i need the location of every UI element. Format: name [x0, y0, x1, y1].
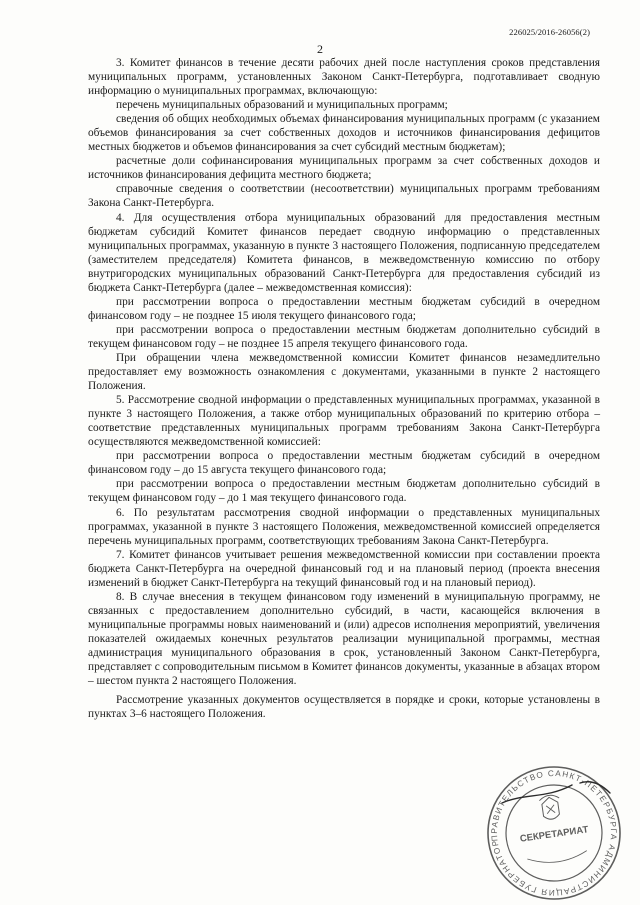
list-item: при рассмотрении вопроса о предоставлении местным бюджетам дополнительно субсидий в текущем финансовом году – до 1 мая текущего финансового года.: [88, 478, 600, 505]
page-number: 2: [317, 42, 323, 56]
paragraph-text: Рассмотрение указанных документов осуществляется в порядке и сроки, которые установлены в пунктах 3–6 настоящего Положения.: [88, 694, 600, 721]
list-item: при рассмотрении вопроса о предоставлении местным бюджетам субсидий в очередном финансовом году – до 15 августа текущего финансового года;: [88, 450, 600, 477]
paragraph-6: 6. По результатам рассмотрения сводной информации о представленных муниципальных программах, указанной в пункте 3 настоящего Положения, межведомственной комиссией определяется перечень муниципальных программ, соответствующих требованиям Закона Санкт-Петербурга.: [88, 506, 600, 547]
list-item: при рассмотрении вопроса о предоставлении местным бюджетам дополнительно субсидий в текущем финансовом году – не позднее 15 апреля текущего финансового года.: [88, 323, 600, 350]
stamp-ring-text: ПРАВИТЕЛЬСТВО САНКТ-ПЕТЕРБУРГА АДМИНИСТРАЦИЯ ГУБЕРНАТОРА: [489, 768, 619, 898]
list-item: при рассмотрении вопроса о предоставлении местным бюджетам субсидий в очередном финансовом году – не позднее 15 июля текущего финансового года;: [88, 295, 600, 322]
official-seal-stamp: [484, 763, 624, 903]
paragraph-4: 4. Для осуществления отбора муниципальных образований для предоставления местным бюджетам субсидий Комитет финансов передает сводную информацию о представленных муниципальных программах, указанную в пункте 3 настоящего Положения, подписанную председателем (заместителем председателя) Комитета финансов, в межведомственную комиссию по отбору внутригородских муниципальных образований Санкт-Петербурга для предоставления субсидий из бюджета Санкт-Петербурга (далее – межведомственная комиссия):: [88, 211, 600, 294]
coat-of-arms-icon: [539, 794, 562, 821]
list-item: справочные сведения о соответствии (несоответствии) муниципальных программ требованиям Закона Санкт-Петербурга.: [88, 183, 600, 210]
document-body: [88, 56, 600, 721]
list-item: сведения об общих необходимых объемах финансирования муниципальных программ (с указанием объемов финансирования за счет собственных доходов и источников финансирования дефицитов местных бюджетов и объемов финансирования за счет субсидий местным бюджетам);: [88, 113, 600, 154]
paragraph-7: 7. Комитет финансов учитывает решения межведомственной комиссии при составлении проекта бюджета Санкт-Петербурга на очередной финансовый год и на плановый период (проекта внесения изменений в бюджет Санкт-Петербурга на текущий финансовый год и на плановый период).: [88, 548, 600, 589]
paragraph-5: 5. Рассмотрение сводной информации о представленных муниципальных программах, указанной в пункте 3 настоящего Положения, а также отбор муниципальных образований по критерию отбора – соответствие представленных муниципальных программ требованиям Закона Санкт-Петербурга осуществляются межведомственной комиссией:: [88, 394, 600, 449]
paragraph-8: 8. В случае внесения в текущем финансовом году изменений в муниципальную программу, не связанных с предоставлением дополнительно субсидий, в части, касающейся включения в муниципальные программы новых наименований и (или) адресов исполнения мероприятий, увеличения показателей ожидаемых конечных результатов реализации муниципальной программы, местная администрация муниципального образования в срок, установленный Законом Санкт-Петербурга, представляет с сопроводительным письмом в Комитет финансов документы, указанные в абзацах втором – шестом пункта 2 настоящего Положения.: [88, 590, 600, 688]
list-item: расчетные доли софинансирования муниципальных программ за счет собственных доходов и источников финансирования дефицита местного бюджета;: [88, 155, 600, 182]
list-item: перечень муниципальных образований и муниципальных программ;: [116, 99, 448, 112]
document-registration-number: 226025/2016-26056(2): [509, 27, 590, 37]
paragraph-3-intro: 3. Комитет финансов в течение десяти рабочих дней после наступления сроков представления муниципальных программ, установленных Законом Санкт-Петербурга, подготавливает сводную информацию о муниципальных программах, включающую:: [88, 57, 600, 98]
stamp-center-text: СЕКРЕТАРИАТ: [519, 824, 590, 845]
paragraph-text: При обращении члена межведомственной комиссии Комитет финансов незамедлительно предоставляет ему возможность ознакомления с документами, указанными в пункте 2 настоящего Положения.: [88, 351, 600, 393]
